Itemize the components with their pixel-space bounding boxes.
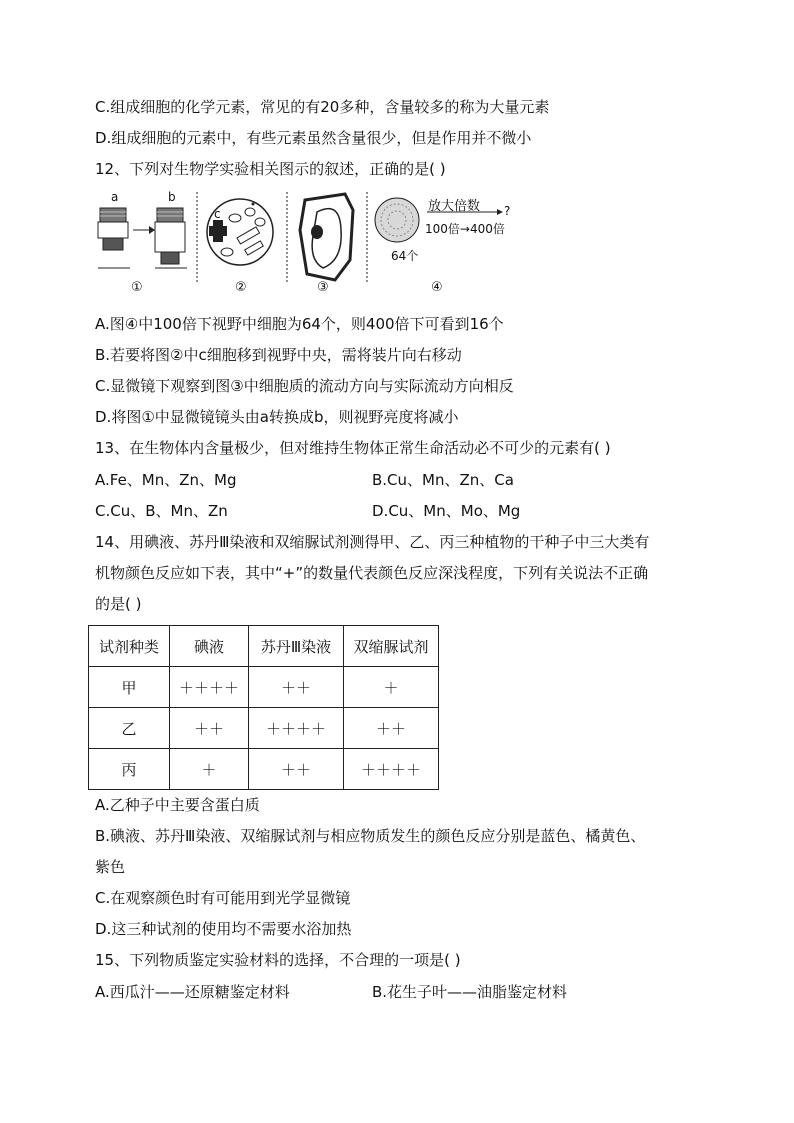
objective-lens-a — [98, 208, 130, 268]
q12-stem: 12、下列对生物学实验相关图示的叙述，正确的是( ) — [95, 160, 446, 178]
q12-figure — [95, 190, 525, 300]
fig4-count: 64个 — [391, 249, 419, 263]
label-a: a — [111, 190, 119, 204]
table-cell: ＋＋ — [249, 749, 344, 790]
q12-option-a: A.图④中100倍下视野中细胞为64个，则400倍下可看到16个 — [95, 315, 504, 333]
figure-number-4: ④ — [431, 280, 443, 295]
label-b: b — [168, 190, 176, 204]
q13-option-d: D.Cu、Mn、Mo、Mg — [372, 502, 521, 520]
table-cell: 乙 — [89, 708, 170, 749]
q14-option-d: D.这三种试剂的使用均不需要水浴加热 — [95, 920, 352, 938]
table-row — [89, 749, 439, 790]
dense-cell-field — [375, 198, 419, 242]
figure-number-1: ① — [131, 280, 143, 295]
table-row — [89, 667, 439, 708]
table-header: 碘液 — [170, 626, 249, 667]
q12-option-b: B.若要将图②中c细胞移到视野中央，需将装片向右移动 — [95, 346, 462, 364]
q14-stem-line3: 的是( ) — [95, 595, 142, 613]
reagent-table — [88, 625, 439, 790]
q13-option-c: C.Cu、B、Mn、Zn — [95, 502, 228, 520]
q14-option-c: C.在观察颜色时有可能用到光学显微镜 — [95, 889, 351, 907]
figure-number-3: ③ — [317, 280, 329, 295]
plant-cell — [300, 194, 353, 280]
table-cell: ＋＋＋＋ — [170, 667, 249, 708]
q14-option-b-line2: 紫色 — [95, 858, 126, 876]
q14-option-b-line1: B.碘液、苏丹Ⅲ染液、双缩脲试剂与相应物质发生的颜色反应分别是蓝色、橘黄色、 — [95, 827, 646, 845]
q12-option-c: C.显微镜下观察到图③中细胞质的流动方向与实际流动方向相反 — [95, 377, 514, 395]
fig4-arrow-text: 放大倍数 — [428, 199, 481, 214]
table-header-row — [89, 626, 439, 667]
objective-lens-b — [155, 208, 187, 268]
q11-option-c: C.组成细胞的化学元素，常见的有20多种，含量较多的称为大量元素 — [95, 98, 550, 116]
figure-number-2: ② — [235, 280, 247, 295]
table-header: 双缩脲试剂 — [344, 626, 439, 667]
table-row — [89, 708, 439, 749]
q14-stem-line1: 14、用碘液、苏丹Ⅲ染液和双缩脲试剂测得甲、乙、丙三种植物的干种子中三大类有 — [95, 533, 650, 551]
table-cell: ＋ — [344, 667, 439, 708]
table-cell: ＋＋ — [249, 667, 344, 708]
fig4-question: ? — [504, 204, 511, 218]
table-cell: ＋＋ — [344, 708, 439, 749]
q13-option-a: A.Fe、Mn、Zn、Mg — [95, 471, 237, 489]
q13-option-b: B.Cu、Mn、Zn、Ca — [372, 471, 514, 489]
table-cell: ＋＋ — [170, 708, 249, 749]
q14-option-a: A.乙种子中主要含蛋白质 — [95, 796, 260, 814]
q14-stem-line2: 机物颜色反应如下表，其中“+”的数量代表颜色反应深浅程度，下列有关说法不正确 — [95, 564, 649, 582]
q13-stem: 13、在生物体内含量极少，但对维持生物体正常生命活动必不可少的元素有( ) — [95, 439, 611, 457]
q15-option-b: B.花生子叶——油脂鉴定材料 — [372, 983, 568, 1001]
q15-option-a: A.西瓜汁——还原糖鉴定材料 — [95, 983, 290, 1001]
q12-option-d: D.将图①中显微镜镜头由a转换成b，则视野亮度将减小 — [95, 408, 459, 426]
table-header: 试剂种类 — [89, 626, 170, 667]
table-header: 苏丹Ⅲ染液 — [249, 626, 344, 667]
table-cell: ＋＋＋＋ — [249, 708, 344, 749]
label-c: c — [214, 207, 221, 221]
q15-stem: 15、下列物质鉴定实验材料的选择，不合理的一项是( ) — [95, 951, 461, 969]
table-cell: 甲 — [89, 667, 170, 708]
table-cell: ＋ — [170, 749, 249, 790]
table-cell: 丙 — [89, 749, 170, 790]
table-cell: ＋＋＋＋ — [344, 749, 439, 790]
fig4-magnification: 100倍→400倍 — [425, 222, 505, 236]
q11-option-d: D.组成细胞的元素中，有些元素虽然含量很少，但是作用并不微小 — [95, 129, 532, 147]
